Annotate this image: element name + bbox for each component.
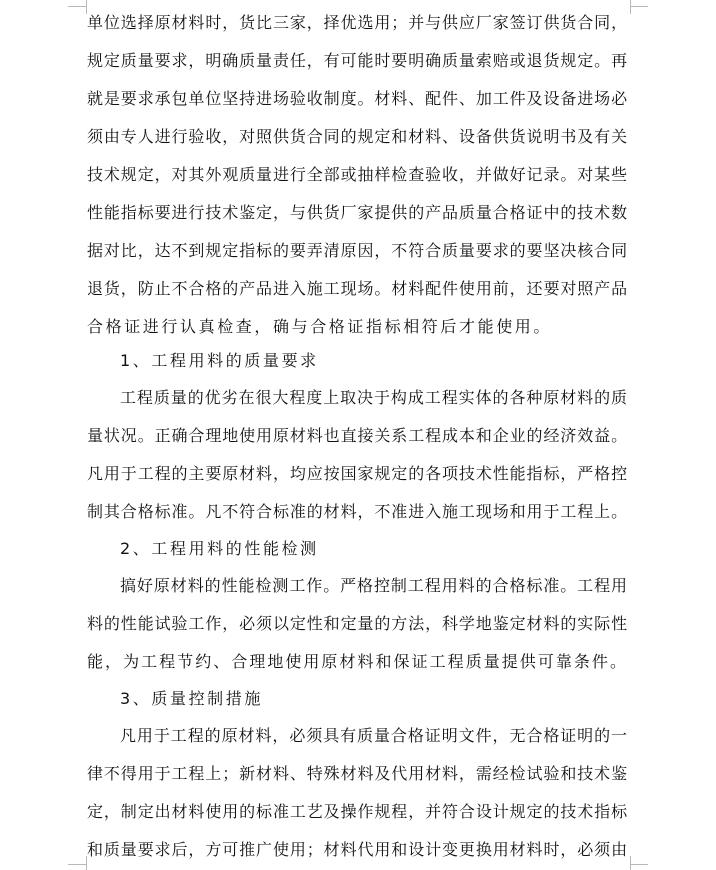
section-heading: 1、工程用料的质量要求 — [120, 351, 319, 370]
text-line: 性能指标要进行技术鉴定，与供货厂家提供的产品质量合格证中的技术数 — [87, 203, 628, 222]
text-line: 料的性能试验工作，必须以定性和定量的方法，科学地鉴定材料的实际性 — [87, 614, 628, 633]
text-line: 据对比，达不到规定指标的要弄清原因，不符合质量要求的要坚决核合同 — [87, 241, 628, 260]
text-line: 技术规定，对其外观质量进行全部或抽样检查验收，并做好记录。对某些 — [87, 165, 628, 184]
text-line: 制其合格标准。凡不符合标准的材料，不准进入施工现场和用于工程上。 — [87, 502, 628, 521]
text-line: 和质量要求后，方可推广使用；材料代用和设计变更换用材料时，必须由 — [87, 840, 628, 859]
text-line: 须由专人进行验收，对照供货合同的规定和材料、设备供货说明书及有关 — [87, 127, 628, 146]
text-line: 规定质量要求，明确质量责任，有可能时要明确质量索赔或退货规定。再 — [87, 51, 628, 70]
crop-mark-top-right — [630, 6, 648, 7]
text-line: 单位选择原材料时，货比三家，择优选用；并与供应厂家签订供货合同， — [87, 13, 628, 32]
section-heading: 3、质量控制措施 — [120, 689, 263, 708]
text-line: 凡用于工程的主要原材料，均应按国家规定的各项技术性能指标，严格控 — [87, 464, 628, 483]
text-line: 合格证进行认真检查，确与合格证指标相符后才能使用。 — [87, 317, 553, 336]
text-line: 能，为工程节约、合理地使用原材料和保证工程质量提供可靠条件。 — [87, 652, 628, 671]
text-line: 凡用于工程的原材料，必须具有质量合格证明文件，无合格证明的一 — [120, 726, 628, 745]
text-line: 搞好原材料的性能检测工作。严格控制工程用料的合格标准。工程用 — [120, 576, 628, 595]
section-heading: 2、工程用料的性能检测 — [120, 539, 319, 558]
text-line: 退货，防止不合格的产品进入施工现场。材料配件使用前，还要对照产品 — [87, 279, 628, 298]
text-line: 工程质量的优劣在很大程度上取决于构成工程实体的各种原材料的质 — [120, 388, 628, 407]
text-line: 定，制定出材料使用的标准工艺及操作规程，并符合设计规定的技术指标 — [87, 802, 628, 821]
text-line: 就是要求承包单位坚持进场验收制度。材料、配件、加工件及设备进场必 — [87, 89, 628, 108]
text-line: 量状况。正确合理地使用原材料也直接关系工程成本和企业的经济效益。 — [87, 426, 628, 445]
crop-mark-top-left — [68, 6, 86, 7]
text-line: 律不得用于工程上；新材料、特殊材料及代用材料，需经检试验和技术鉴 — [87, 764, 628, 783]
